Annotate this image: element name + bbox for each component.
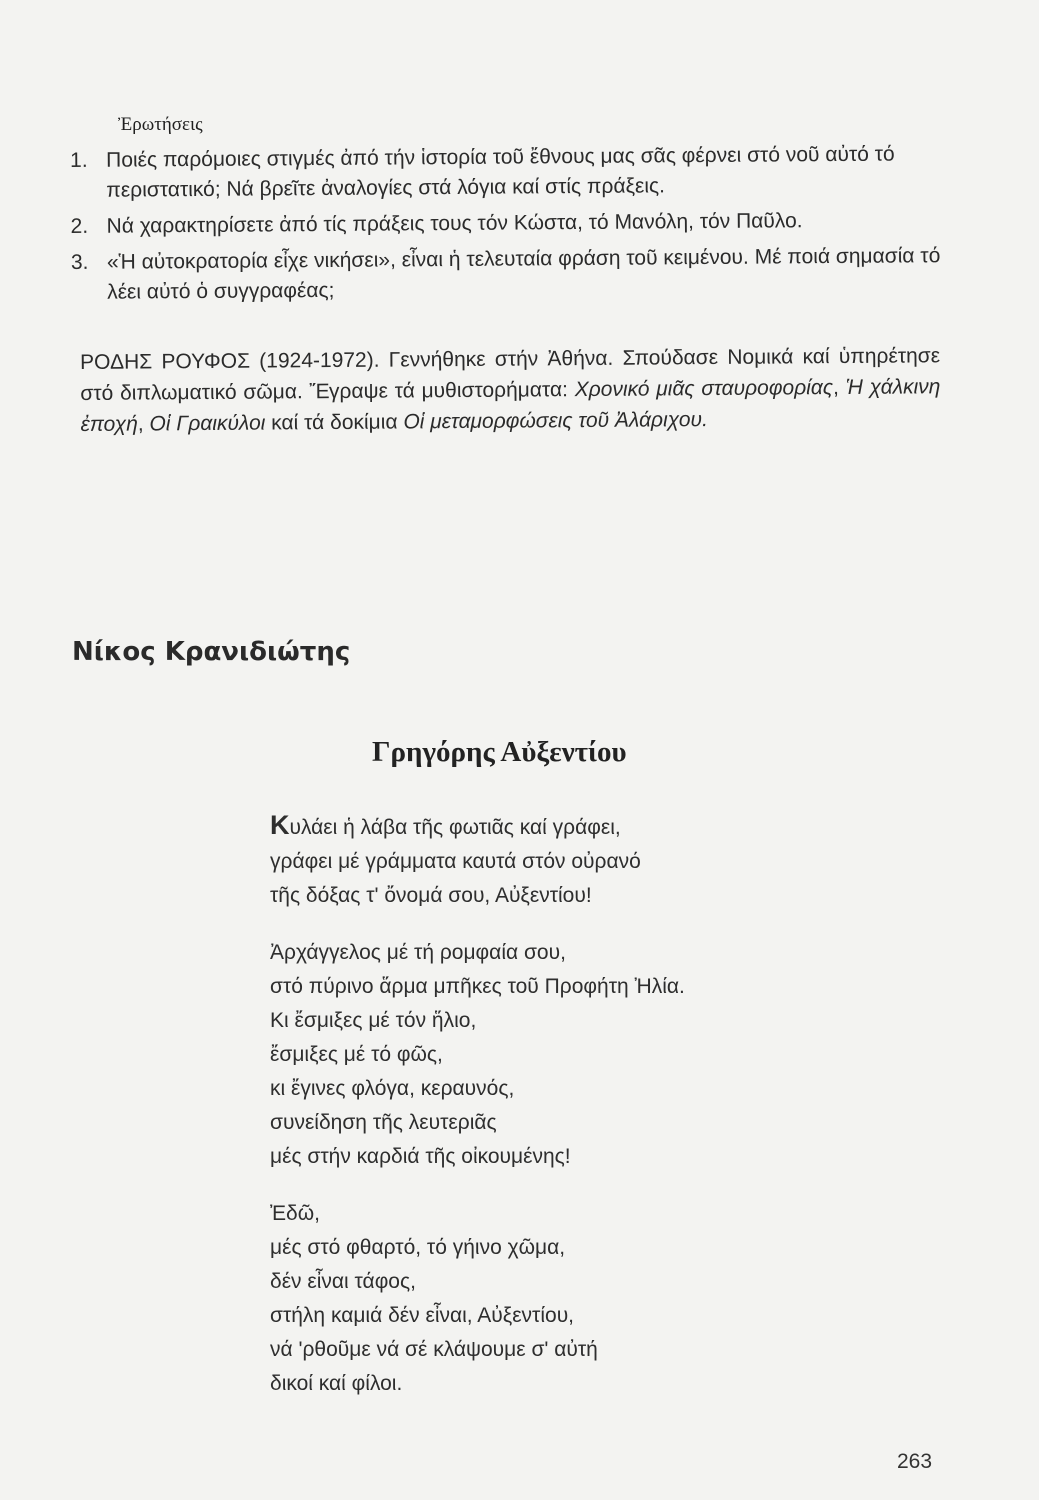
poem-line: Κι ἔσμιξες μέ τόν ἥλιο, <box>270 1009 477 1032</box>
poem-body <box>270 808 890 1424</box>
poem-stanza <box>270 1197 890 1401</box>
poem-line: στήλη καμιά δέν εἶναι, Αὐξεντίου, <box>270 1304 575 1327</box>
author-name: Νίκος Κρανιδιώτης <box>72 637 351 667</box>
poem-line-text: υλάει ἡ λάβα τῆς φωτιᾶς καί γράφει, <box>289 816 621 839</box>
poem-line <box>270 808 890 845</box>
question-number: 2. <box>70 214 89 238</box>
poem-line: δέν εἶναι τάφος, <box>270 1270 416 1293</box>
poem-line: στό πύρινο ἅρμα μπῆκες τοῦ Προφήτη Ἠλία. <box>270 975 685 998</box>
poem-line: νά 'ρθοῦμε νά σέ κλάψουμε σ' αὐτή <box>270 1338 598 1361</box>
question-text: Νά χαρακτηρίσετε ἀπό τίς πράξεις τους τόν Κώστα, τό Μανόλη, τόν Παῦλο. <box>106 209 803 238</box>
question-item <box>71 241 951 308</box>
bio-dates: (1924-1972). <box>259 348 380 373</box>
question-number: 3. <box>70 250 89 274</box>
question-number: 1. <box>70 148 88 172</box>
poem-line: ἔσμιξες μέ τό φῶς, <box>270 1043 443 1066</box>
poem-line: γράφει μέ γράμματα καυτά στόν οὐρανό <box>270 850 641 873</box>
bio-work-title: Οἱ μεταμορφώσεις τοῦ Ἀλάριχου. <box>403 408 708 434</box>
question-text: «Ἡ αὐτοκρατορία εἶχε νικήσει», εἶναι ἡ τελευταία φράση τοῦ κειμένου. Μέ ποιά σημασία τό λέει αὐτό ὁ συγγραφέας; <box>106 244 941 304</box>
page-number: 263 <box>897 1450 933 1473</box>
poem-line: κι ἔγινες φλόγα, κεραυνός, <box>270 1077 515 1100</box>
question-item <box>70 139 950 206</box>
bio-text: Γεννήθηκε στήν Ἀθήνα. Σπούδασε Νομικά καί ὑπηρέτησε στό διπλωματικό σῶμα. Ἔγραψε τά μυθιστορήματα: <box>80 344 941 405</box>
bio-work-title: Ἡ χάλκινη ἐποχή <box>80 375 941 436</box>
poem-line: τῆς δόξας τ' ὄνομά σου, Αὐξεντίου! <box>270 884 592 907</box>
questions-heading: Ἐρωτήσεις <box>118 114 203 135</box>
question-item <box>71 205 951 242</box>
author-biography: ΡΟΔΗΣ ΡΟΥΦΟΣ (1924-1972). Γεννήθηκε στήν Ἀθήνα. Σπούδασε Νομικά καί ὑπηρέτησε στό διπλωματικό σῶμα. Ἔγραψε τά μυθιστορήματα: Χρονικό μιᾶς σταυροφορίας, Ἡ χάλκινη ἐποχή, Οἱ Γραικύλοι καί τά δοκίμια Οἱ μεταμορφώσεις τοῦ Ἀλάριχου. <box>80 344 941 436</box>
poem-stanza <box>270 808 890 913</box>
bio-name: ΡΟΔΗΣ ΡΟΥΦΟΣ <box>80 349 251 374</box>
poem-line: Ἐδῶ, <box>270 1202 320 1225</box>
question-text: Ποιές παρόμοιες στιγμές ἀπό τήν ἱστορία τοῦ ἔθνους μας σᾶς φέρνει στό νοῦ αὐτό τό περιστατικό; Νά βρεῖτε ἀναλογίες στά λόγια καί στίς πράξεις. <box>106 142 895 202</box>
poem-line: συνείδηση τῆς λευτεριᾶς <box>270 1111 497 1134</box>
poem-title: Γρηγόρης Αὐξεντίου <box>372 736 627 768</box>
bio-work-title: Χρονικό μιᾶς σταυροφορίας <box>574 376 834 402</box>
poem-stanza <box>270 936 890 1174</box>
poem-initial: Κ <box>270 810 290 840</box>
poem-line: Ἀρχάγγελος μέ τή ρομφαία σου, <box>270 941 566 964</box>
poem-line: μές στό φθαρτό, τό γήινο χῶμα, <box>270 1236 566 1259</box>
poem-line: δικοί καί φίλοι. <box>270 1372 403 1395</box>
bio-work-title: Οἱ Γραικύλοι <box>149 411 266 436</box>
poem-line: μές στήν καρδιά τῆς οἰκουμένης! <box>270 1145 571 1168</box>
question-list <box>70 139 951 314</box>
bio-text: καί τά δοκίμια <box>271 410 398 435</box>
